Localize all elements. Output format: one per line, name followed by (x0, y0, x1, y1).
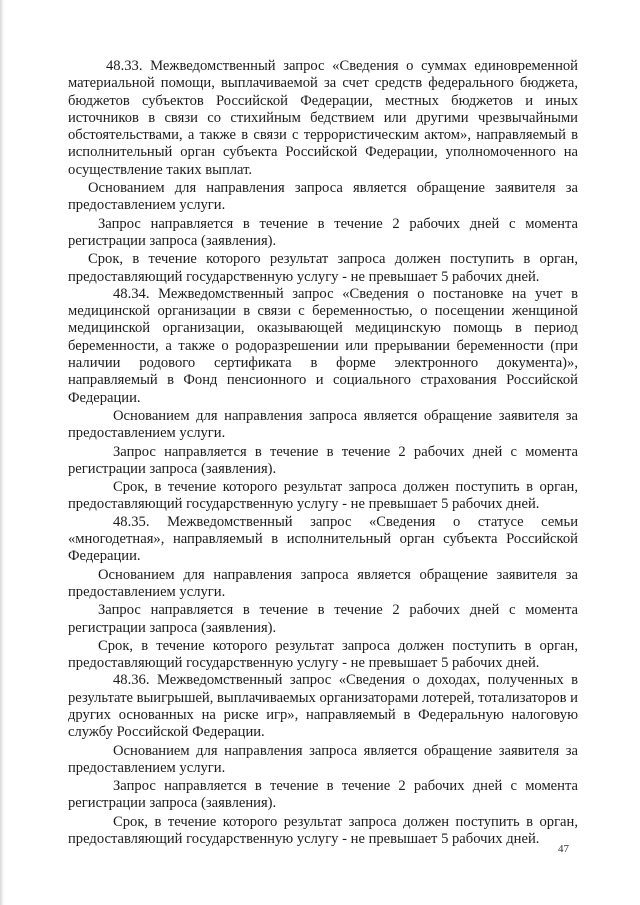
paragraph-48-33-deadline: Срок, в течение которого результат запроса должен поступить в орган, предоставляющий государственную услугу - не превышает 5 рабочих дней. (68, 251, 578, 285)
paragraph-48-34-term: Запрос направляется в течение в течение 2 рабочих дней с момента регистрации запроса (заявления). (68, 443, 578, 477)
paragraph-48-34: 48.34. Межведомственный запрос «Сведения о постановке на учет в медицинской организации в связи с беременностью, о посещении женщиной медицинской организации, оказывающей медицинскую помощь в период беременности, а также о родоразрешении или прерывании беременности (при наличии родового сертификата в форме электронного документа)», направляемый в Фонд пенсионного и социального страхования Российской Федерации. (68, 285, 578, 406)
paragraph-48-33-basis: Основанием для направления запроса является обращение заявителя за предоставлением услуги. (68, 180, 578, 214)
paragraph-48-36-deadline: Срок, в течение которого результат запроса должен поступить в орган, предоставляющий государственную услугу - не превышает 5 рабочих дней. (68, 813, 578, 848)
page-binding-edge (0, 0, 4, 905)
paragraph-48-34-basis: Основанием для направления запроса является обращение заявителя за предоставлением услуги. (68, 407, 578, 442)
paragraph-48-35: 48.35. Межведомственный запрос «Сведения о статусе семьи «многодетная», направляемый в исполнительный орган субъекта Российской Федерации. (68, 513, 578, 565)
paragraph-48-35-term: Запрос направляется в течение в течение 2 рабочих дней с момента регистрации запроса (заявления). (68, 602, 578, 636)
paragraph-48-36: 48.36. Межведомственный запрос «Сведения о доходах, полученных в результате выигрышей, выплачиваемых организаторами лотерей, тотализаторов и других основанных на риске игр», направляемый в Федеральную налоговую службу Российской Федерации. (68, 672, 578, 741)
paragraph-48-36-basis: Основанием для направления запроса является обращение заявителя за предоставлением услуги. (68, 742, 578, 776)
paragraph-48-33-term: Запрос направляется в течение в течение 2 рабочих дней с момента регистрации запроса (заявления). (68, 215, 578, 249)
document-page (68, 58, 578, 848)
paragraph-48-35-deadline: Срок, в течение которого результат запроса должен поступить в орган, предоставляющий государственную услугу - не превышает 5 рабочих дней. (68, 637, 578, 672)
page-number: 47 (558, 843, 569, 855)
paragraph-48-35-basis: Основанием для направления запроса является обращение заявителя за предоставлением услуги. (68, 566, 578, 600)
paragraph-48-33: 48.33. Межведомственный запрос «Сведения о суммах единовременной материальной помощи, выплачиваемой за счет средств федерального бюджета, бюджетов субъектов Российской Федерации, местных бюджетов и иных источников в связи со стихийным бедствием или другими чрезвычайными обстоятельствами, а также в связи с террористическим актом», направляемый в исполнительный орган субъекта Российской Федерации, уполномоченного на осуществление таких выплат. (68, 58, 578, 178)
paragraph-48-34-deadline: Срок, в течение которого результат запроса должен поступить в орган, предоставляющий государственную услугу - не превышает 5 рабочих дней. (68, 479, 578, 513)
paragraph-48-36-term: Запрос направляется в течение в течение 2 рабочих дней с момента регистрации запроса (заявления). (68, 778, 578, 812)
